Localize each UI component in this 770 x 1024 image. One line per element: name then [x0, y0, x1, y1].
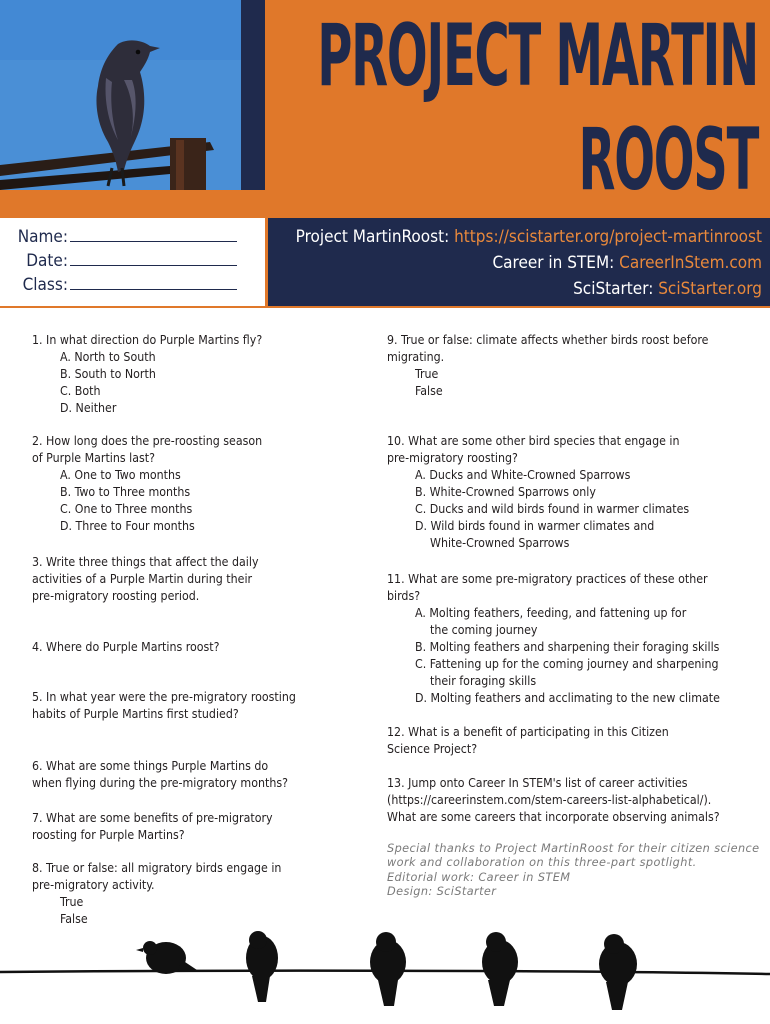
question-text: 11. What are some pre-migratory practices of these other — [387, 572, 708, 586]
name-line[interactable] — [70, 228, 237, 242]
bird-silhouette-1 — [136, 941, 200, 974]
answer-option[interactable]: True — [60, 895, 84, 909]
header-navy-strip — [241, 0, 265, 218]
bird-silhouette-3 — [370, 932, 406, 1006]
answer-option[interactable]: B. South to North — [60, 367, 156, 381]
scistarter-link-label: SciStarter: — [573, 279, 654, 299]
date-field[interactable] — [0, 251, 237, 271]
question-text: activities of a Purple Martin during their — [32, 572, 253, 586]
birds-on-wire-icon — [0, 930, 770, 1024]
scistarter-link-line — [573, 279, 762, 299]
question-text: 1. In what direction do Purple Martins fly? — [32, 333, 263, 347]
purple-martin-photo — [0, 0, 241, 190]
question-text: 2. How long does the pre-roosting season — [32, 434, 263, 448]
date-line[interactable] — [70, 252, 237, 266]
question-text: 4. Where do Purple Martins roost? — [32, 640, 220, 654]
scistarter-link[interactable]: SciStarter.org — [658, 279, 762, 299]
question-text: pre-migratory roosting period. — [32, 589, 200, 603]
question-13 — [387, 775, 720, 826]
class-label: Class: — [22, 275, 68, 295]
question-8 — [32, 860, 281, 928]
answer-option[interactable]: A. North to South — [60, 350, 156, 364]
question-10 — [387, 433, 689, 552]
credits-line: Design: SciStarter — [387, 884, 497, 898]
question-text: 10. What are some other bird species that engage in — [387, 434, 680, 448]
question-12 — [387, 724, 669, 758]
question-text: (https://careerinstem.com/stem-careers-list-alphabetical/). — [387, 793, 712, 807]
answer-option[interactable]: A. One to Two months — [60, 468, 181, 482]
page-title — [317, 4, 758, 212]
question-text: birds? — [387, 589, 421, 603]
answer-option[interactable]: A. Ducks and White-Crowned Sparrows — [415, 468, 631, 482]
question-text: pre-migratory activity. — [32, 878, 155, 892]
answer-option[interactable]: A. Molting feathers, feeding, and fattening up for — [415, 606, 687, 620]
bird-silhouette-5 — [599, 934, 637, 1010]
answer-option[interactable]: C. Both — [60, 384, 101, 398]
answer-option[interactable]: False — [415, 384, 443, 398]
title-line-1: PROJECT MARTIN — [317, 6, 758, 106]
question-4 — [32, 639, 220, 656]
question-text: 9. True or false: climate affects whether birds roost before — [387, 333, 709, 347]
answer-option-continuation: the coming journey — [430, 623, 538, 637]
answer-option[interactable]: D. Molting feathers and acclimating to the new climate — [415, 691, 720, 705]
question-9 — [387, 332, 708, 400]
credits-line: Special thanks to Project MartinRoost for their citizen science — [387, 842, 760, 855]
answer-option[interactable]: D. Wild birds found in warmer climates and — [415, 519, 655, 533]
header-orange-band — [0, 190, 265, 218]
career-link-label: Career in STEM: — [492, 253, 615, 273]
credits-line: work and collaboration on this three-part spotlight. — [387, 856, 697, 870]
bird-silhouette-4 — [482, 932, 518, 1006]
answer-option[interactable]: C. Ducks and wild birds found in warmer climates — [415, 502, 690, 516]
question-text: roosting for Purple Martins? — [32, 828, 185, 842]
name-label: Name: — [17, 227, 68, 247]
bird-photo-icon — [0, 0, 241, 190]
project-link-label: Project MartinRoost: — [295, 227, 450, 247]
student-info-block — [0, 218, 265, 306]
question-1 — [32, 332, 262, 417]
question-11 — [387, 571, 720, 707]
question-text: when flying during the pre-migratory months? — [32, 776, 288, 790]
class-field[interactable] — [0, 275, 237, 295]
question-text: 13. Jump onto Career In STEM's list of career activities — [387, 776, 688, 790]
question-text: 6. What are some things Purple Martins do — [32, 759, 269, 773]
title-panel — [265, 0, 770, 218]
question-2 — [32, 433, 262, 535]
answer-option[interactable]: False — [60, 912, 88, 926]
name-field[interactable] — [0, 227, 237, 247]
title-line-2: ROOST — [578, 110, 758, 210]
bird-silhouette-2 — [246, 931, 278, 1002]
question-text: 5. In what year were the pre-migratory roosting — [32, 690, 296, 704]
answer-option[interactable]: D. Three to Four months — [60, 519, 195, 533]
question-7 — [32, 810, 273, 844]
question-text: 12. What is a benefit of participating in this Citizen — [387, 725, 669, 739]
class-line[interactable] — [70, 276, 237, 290]
links-panel — [268, 218, 770, 306]
answer-option[interactable]: True — [415, 367, 439, 381]
question-text: of Purple Martins last? — [32, 451, 155, 465]
question-text: 8. True or false: all migratory birds engage in — [32, 861, 282, 875]
birds-on-wire-silhouette — [0, 930, 770, 1024]
credits-line: Editorial work: Career in STEM — [387, 870, 571, 884]
question-text: habits of Purple Martins first studied? — [32, 707, 239, 721]
date-label: Date: — [26, 251, 68, 271]
project-link[interactable]: https://scistarter.org/project-martinroost — [454, 227, 762, 247]
career-link[interactable]: CareerInStem.com — [619, 253, 762, 273]
header-bottom-rule — [0, 306, 770, 308]
project-link-line — [296, 227, 762, 247]
question-text: migrating. — [387, 350, 445, 364]
question-3 — [32, 554, 259, 605]
answer-option[interactable]: C. One to Three months — [60, 502, 193, 516]
answer-option[interactable]: B. White-Crowned Sparrows only — [415, 485, 596, 499]
answer-option[interactable]: B. Two to Three months — [60, 485, 191, 499]
question-text: 7. What are some benefits of pre-migratory — [32, 811, 273, 825]
question-5 — [32, 689, 296, 723]
credits — [387, 842, 760, 899]
answer-option-continuation: White-Crowned Sparrows — [430, 536, 570, 550]
question-text: Science Project? — [387, 742, 478, 756]
question-text: pre-migratory roosting? — [387, 451, 518, 465]
career-link-line — [493, 253, 763, 273]
question-text: What are some careers that incorporate observing animals? — [387, 810, 720, 824]
question-text: 3. Write three things that affect the daily — [32, 555, 259, 569]
answer-option[interactable]: D. Neither — [60, 401, 117, 415]
answer-option-continuation: their foraging skills — [430, 674, 537, 688]
answer-option[interactable]: C. Fattening up for the coming journey and sharpening — [415, 657, 719, 671]
question-6 — [32, 758, 288, 792]
answer-option[interactable]: B. Molting feathers and sharpening their foraging skills — [415, 640, 720, 654]
